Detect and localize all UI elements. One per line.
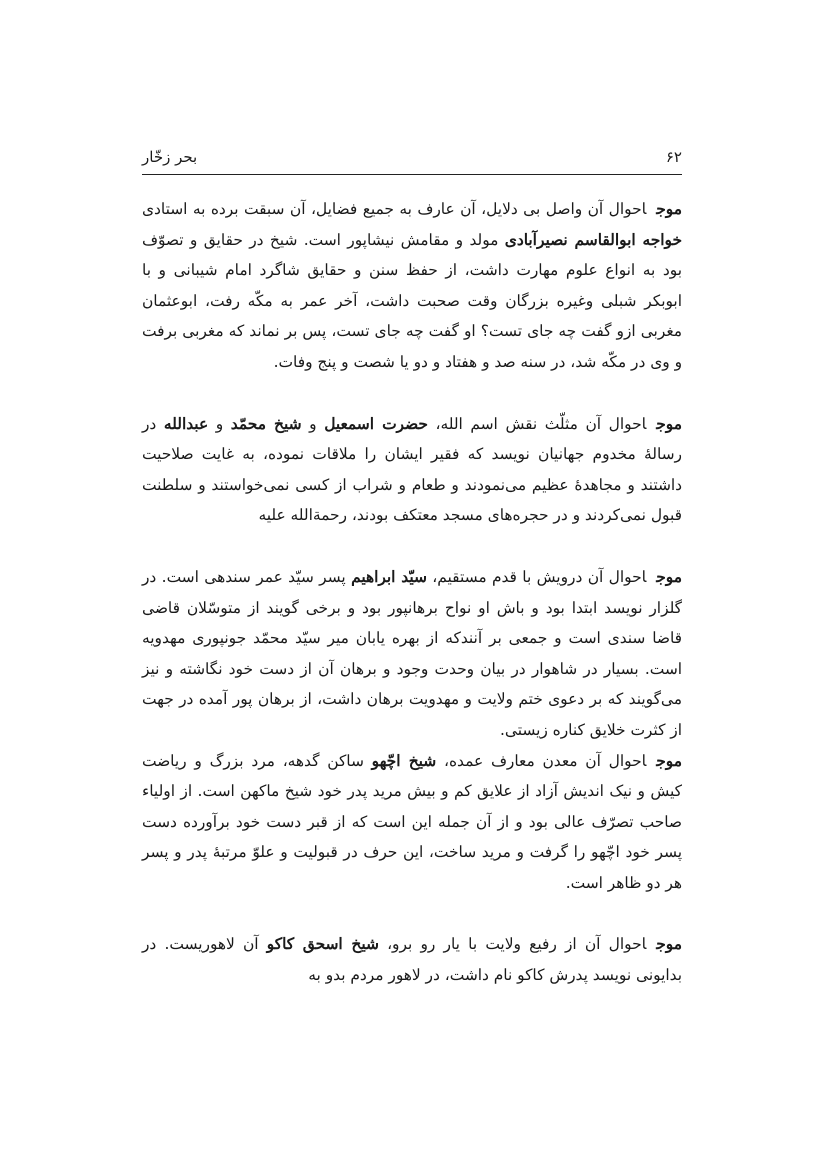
page-header <box>142 138 682 175</box>
text-run: و <box>301 414 325 433</box>
paragraph-5 <box>142 929 682 990</box>
text-run: احوال آن از رفیع ولایت با یار رو برو، <box>378 935 647 954</box>
person-name: عبدالله <box>163 414 209 433</box>
person-name: خواجه ابوالقاسم نصیرآبادی <box>504 230 682 249</box>
person-name: شیخ اچّهو <box>371 751 437 770</box>
page-number: ۶۲ <box>665 148 682 166</box>
text-run: احوال آن واصل بی دلایل، آن عارف به جمیع فضایل، آن سبقت برده به استادی <box>142 200 647 218</box>
text-run: احوال آن معدن معارف عمده، <box>436 751 647 770</box>
section-keyword: موج <box>656 200 682 218</box>
running-title: بحر زخّار <box>142 148 198 166</box>
section-keyword: موج <box>656 414 682 433</box>
section-keyword: موج <box>656 935 682 954</box>
section-keyword: موج <box>656 567 682 586</box>
paragraph-2 <box>142 409 682 531</box>
person-name: سیّد ابراهیم <box>351 567 427 586</box>
body-text <box>142 194 682 991</box>
person-name: شیخ محمّد <box>230 414 302 433</box>
text-run: پسر سیّد عمر سندهی است. در گلزار نویسد ابتدا بود و باش او نواح برهانپور بود و برخی گویند از متوسّلان قاضی قاضا سندی است و جمعی بر آنندکه از بهره یابان میر سیّد محمّد جونپوری مهدویه است. بسیار در شاهوار در بیان وحدت وجود و برهان آن از دست خود نگاشته و نیز می‌گویند که بر دعوی ختم ولایت و مهدویت برهان داشت، از برهان پور آمده در جهت از کثرت خلایق کناره زیستی. <box>142 567 682 739</box>
text-run: احوال آن درویش با قدم مستقیم، <box>426 567 647 586</box>
text-run: آن لاهوریست. در بدایونی نویسد پدرش کاکو نام داشت، در لاهور مردم بدو به <box>142 935 682 985</box>
person-name: حضرت اسمعیل <box>324 414 428 433</box>
text-run: ساکن گدهه، مرد بزرگ و ریاضت کیش و نیک اندیش آزاد از علایق کم و بیش مرید پدر خود شیخ ماکهن است. از اولیاء صاحب تصرّف عالی بود و از آن جمله این است که از قبر دست خود برآورده دست پسر خود اچّهو را گرفت و مرید ساخت، این حرف در قبولیت و علوّ مرتبهٔ پدر و پسر هر دو ظاهر است. <box>142 751 682 892</box>
person-name: شیخ اسحق کاکو <box>266 935 379 954</box>
paragraph-3 <box>142 562 682 746</box>
text-run: در رسالهٔ مخدوم جهانیان نویسد که فقیر ایشان را ملاقات نموده، به غایت صلاحیت داشتند و مجاهدهٔ عظیم می‌نمودند و طعام و شراب از کسی نمی‌خواستند و سلطنت قبول نمی‌کردند و در حجره‌های مسجد معتکف بودند، رحمةالله علیه <box>142 414 682 525</box>
section-keyword: موج <box>656 751 682 770</box>
paragraph-1 <box>142 194 682 378</box>
paragraph-4 <box>142 746 682 899</box>
text-run: احوال آن مثلّث نقش اسم الله، <box>427 414 647 433</box>
text-run: مولد و مقامش نیشاپور است. شیخ در حقایق و تصوّف بود به انواع علوم مهارت داشت، از حفظ سنن و حقایق شاگرد امام شیبانی و با ابوبکر شبلی وغیره بزرگان وقت صحبت داشت، آخر عمر به مکّه رفت، ابوعثمان مغربی ازو گفت چه جای تست؟ او گفت چه جای تست، پس بر نماند که مغربی برفت و وی در مکّه شد، در سنه صد و هفتاد و دو یا شصت و پنج وفات. <box>142 230 682 371</box>
text-run: و <box>208 414 231 433</box>
